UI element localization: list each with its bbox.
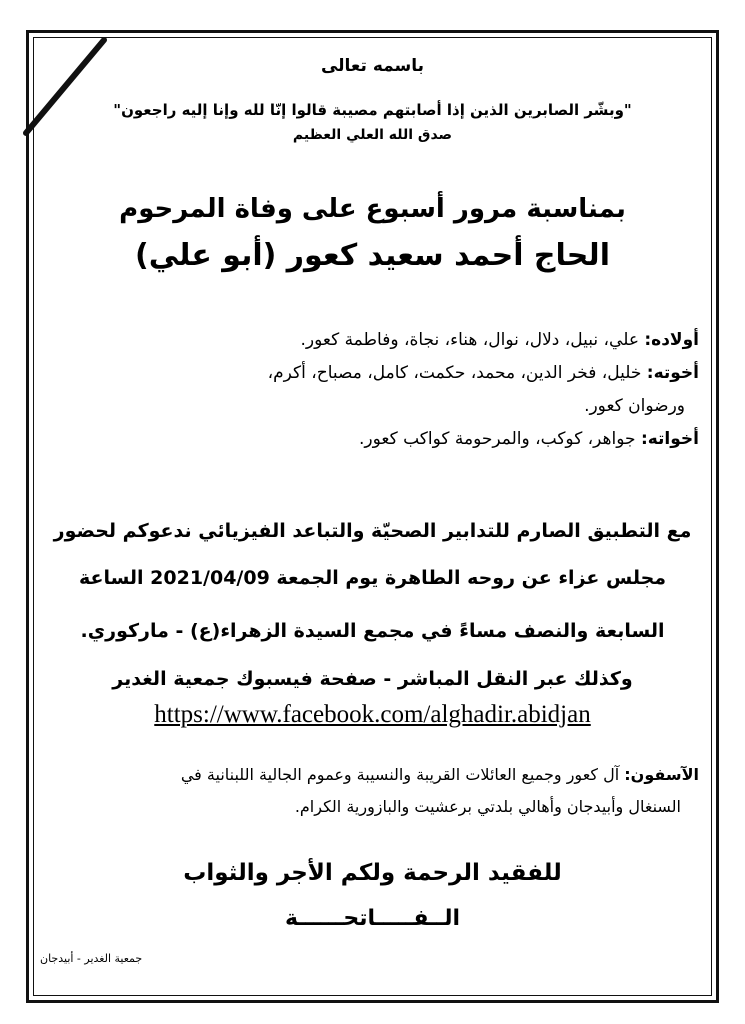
fatiha: الــفـــــاتحــــــة [284, 906, 461, 931]
children-line [300, 330, 699, 350]
mourners-line [181, 765, 699, 784]
mourners-label: الآسفون: [624, 765, 699, 784]
brothers-names: خليل، فخر الدين، محمد، حكمت، كامل، مصباح، أكرم، [267, 363, 647, 383]
brothers-line [268, 363, 699, 383]
sisters-line [359, 429, 699, 449]
brothers-label: أخوته: [646, 363, 699, 383]
bismillah: باسمه تعالى [320, 56, 425, 76]
facebook-link[interactable]: https://www.facebook.com/alghadir.abidjan [154, 701, 591, 728]
brothers-names-cont: ورضوان كعور. [584, 396, 685, 416]
invite-line-3: السابعة والنصف مساءً في مجمع السيدة الزهراء(ع) - ماركوري. [80, 620, 665, 642]
invite-line-2: مجلس عزاء عن روحه الطاهرة يوم الجمعة 2021/04/09 الساعة [78, 567, 667, 589]
invite-line-4: وكذلك عبر النقل المباشر - صفحة فيسبوك جمعية الغدير [112, 668, 633, 690]
closing-prayer: للفقيد الرحمة ولكم الأجر والثواب [183, 860, 562, 886]
sisters-label: أخواته: [640, 429, 699, 449]
signature: جمعية الغدير - أبيدجان [40, 952, 143, 965]
mourners-text: آل كعور وجميع العائلات القريبة والنسيبة وعموم الجالية اللبنانية في [180, 765, 625, 784]
quran-verse: "وبشّر الصابرين الذين إذا أصابتهم مصيبة قالوا إنّا لله وإنا إليه راجعون" [113, 101, 632, 119]
sisters-names: جواهر، كوكب، والمرحومة كواكب كعور. [359, 429, 641, 449]
children-label: أولاده: [644, 330, 699, 350]
inner-border [33, 37, 712, 996]
verse-closing: صدق الله العلي العظيم [292, 127, 453, 143]
title-line-1: بمناسبة مرور أسبوع على وفاة المرحوم [119, 194, 626, 224]
children-names: علي، نبيل، دلال، نوال، هناء، نجاة، وفاطمة كعور. [300, 330, 645, 350]
invite-line-1: مع التطبيق الصارم للتدابير الصحيّة والتباعد الفيزيائي ندعوكم لحضور [53, 520, 692, 542]
mourners-line-2: السنغال وأبيدجان وأهالي بلدتي برعشيت والبازورية الكرام. [294, 797, 681, 816]
mourning-ribbon-icon [18, 38, 118, 138]
title-line-2: الحاج أحمد سعيد كعور (أبو علي) [135, 238, 610, 273]
